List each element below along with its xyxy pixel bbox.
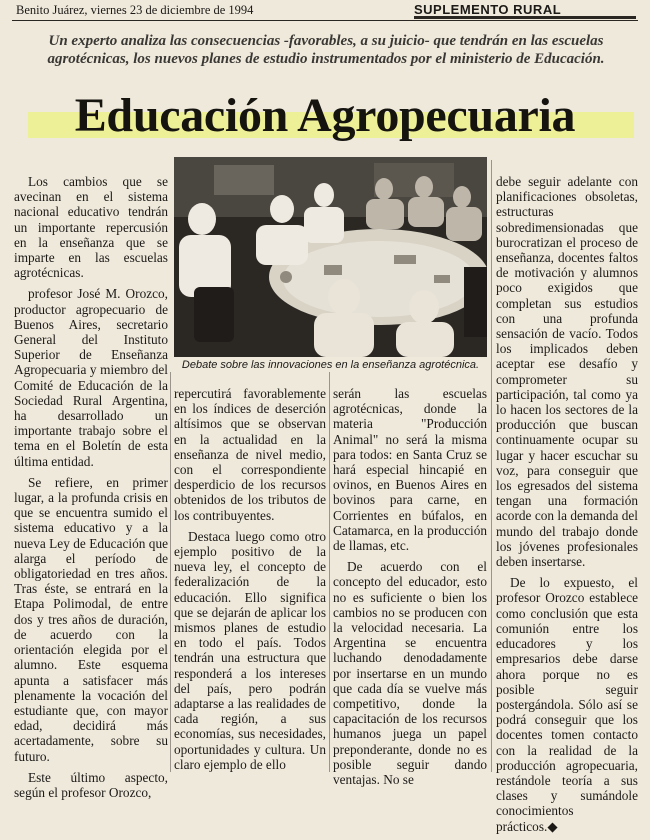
- article-column-4: [496, 174, 638, 840]
- paragraph: Los cambios que se avecinan en el sistema nacional educativo tendrán un importante repercusión en la enseñanza que se imparte en las escuelas agrotécnicas.: [14, 174, 168, 281]
- headline: Educación Agropecuaria: [74, 89, 576, 142]
- header-rule: [12, 20, 638, 21]
- paragraph: profesor José M. Orozco, productor agropecuario de Buenos Aires, secretario General del Instituto Superior de Enseñanza Agropecuaria y miembro del Comité de Educación de la Sociedad Rural Argentina, ha desarrollado un importante trabajo sobre el tema en el Boletín de esta última entidad.: [14, 286, 168, 469]
- meeting-photo: [174, 157, 487, 357]
- paragraph: De lo expuesto, el profesor Orozco establece como conclusión que esta comunión entre los educadores y los empresarios debe darse ahora porque no es posible seguir postergándola. Sólo así se podrá conseguir que los docentes tomen contacto con la realidad de la producción agropecuaria, restándole teoría a sus clases y sumándole conocimientos prácticos.◆: [496, 575, 638, 834]
- article-column-3: [333, 386, 487, 793]
- deck: Un experto analiza las consecuencias -favorables, a su juicio- que tendrán en las escuelas agrotécnicas, los nuevos planes de estudio instrumentados por el ministerio de Educación.: [47, 33, 605, 67]
- dateline: Benito Juárez, viernes 23 de diciembre de 1994: [16, 3, 254, 17]
- section-name: SUPLEMENTO RURAL: [414, 2, 562, 17]
- column-rule: [491, 160, 492, 772]
- paragraph: serán las escuelas agrotécnicas, donde la materia "Producción Animal" no será la misma para todos: en Santa Cruz se hará especial hincapié en ovinos, en Buenos Aires en bovinos para carne, en Corrientes en búfalos, en Catamarca, en la producción de llamas, etc.: [333, 386, 487, 554]
- photo-caption: Debate sobre las innovaciones en la enseñanza agrotécnica.: [181, 359, 480, 371]
- paragraph: repercutirá favorablemente en los índices de deserción altísimos que se observan en la actualidad en la enseñanza de nivel medio, con el correspondiente desperdicio de los recursos obtenidos de los tributos de los contribuyentes.: [174, 386, 326, 523]
- paragraph: Este último aspecto, según el profesor Orozco,: [14, 769, 168, 800]
- column-rule: [170, 372, 171, 772]
- paragraph: De acuerdo con el concepto del educador, esto no es suficiente o bien los cambios no se producen con la velocidad necesaria. La Argentina se encuentra luchando denodadamente por insertarse en un mundo que cada día se vuelve más competitivo, donde la capacitación de los recursos humanos juega un papel preponderante, donde no es posible seguir dando ventajas. No se: [333, 559, 487, 788]
- paragraph: debe seguir adelante con planificaciones obsoletas, estructuras sobredimensionadas que burocratizan el proceso de enseñanza, docentes faltos de motivación y alumnos poco exigidos que completan sus estudios con una profunda sensación de vacío. Todos los implicados deben aceptar ese desafío y comprometer su participación, tal como ya lo hacen los sectores de la producción que buscan continuamente ocupar su lugar y hacer escuchar su voz, para conseguir que los egresados del sistema tengan una formación acorde con la demanda del mundo del trabajo donde los jóvenes profesionales deben insertarse.: [496, 174, 638, 570]
- paragraph: Se refiere, en primer lugar, a la profunda crisis en que se encuentra sumido el sistema educativo y a la nueva Ley de Educación que alarga el período de obligatoriedad en tres años. Tras éste, se entrará en la Etapa Polimodal, de entre dos y tres años de duración, de acuerdo con la orientación elegida por el alumno. Este esquema apunta a satisfacer más plenamente la vocación del estudiante que, con mayor edad, decidirá más acertadamente, sobre su futuro.: [14, 474, 168, 764]
- article-column-1: [14, 174, 168, 806]
- page-header: [0, 0, 650, 22]
- column-rule: [329, 372, 330, 772]
- paragraph: Destaca luego como otro ejemplo positivo de la nueva ley, el concepto de federalización de la educación. Ello significa que se dejarán de aplicar los mismos planes de estudio en todo el país. Todos tendrán una estructura que responderá a los intereses del país, pero podrán adaptarse a las realidades de cada región, a sus economías, sus necesidades, oportunidades y cultura. Un claro ejemplo de ello: [174, 528, 326, 772]
- article-column-2: [174, 386, 326, 778]
